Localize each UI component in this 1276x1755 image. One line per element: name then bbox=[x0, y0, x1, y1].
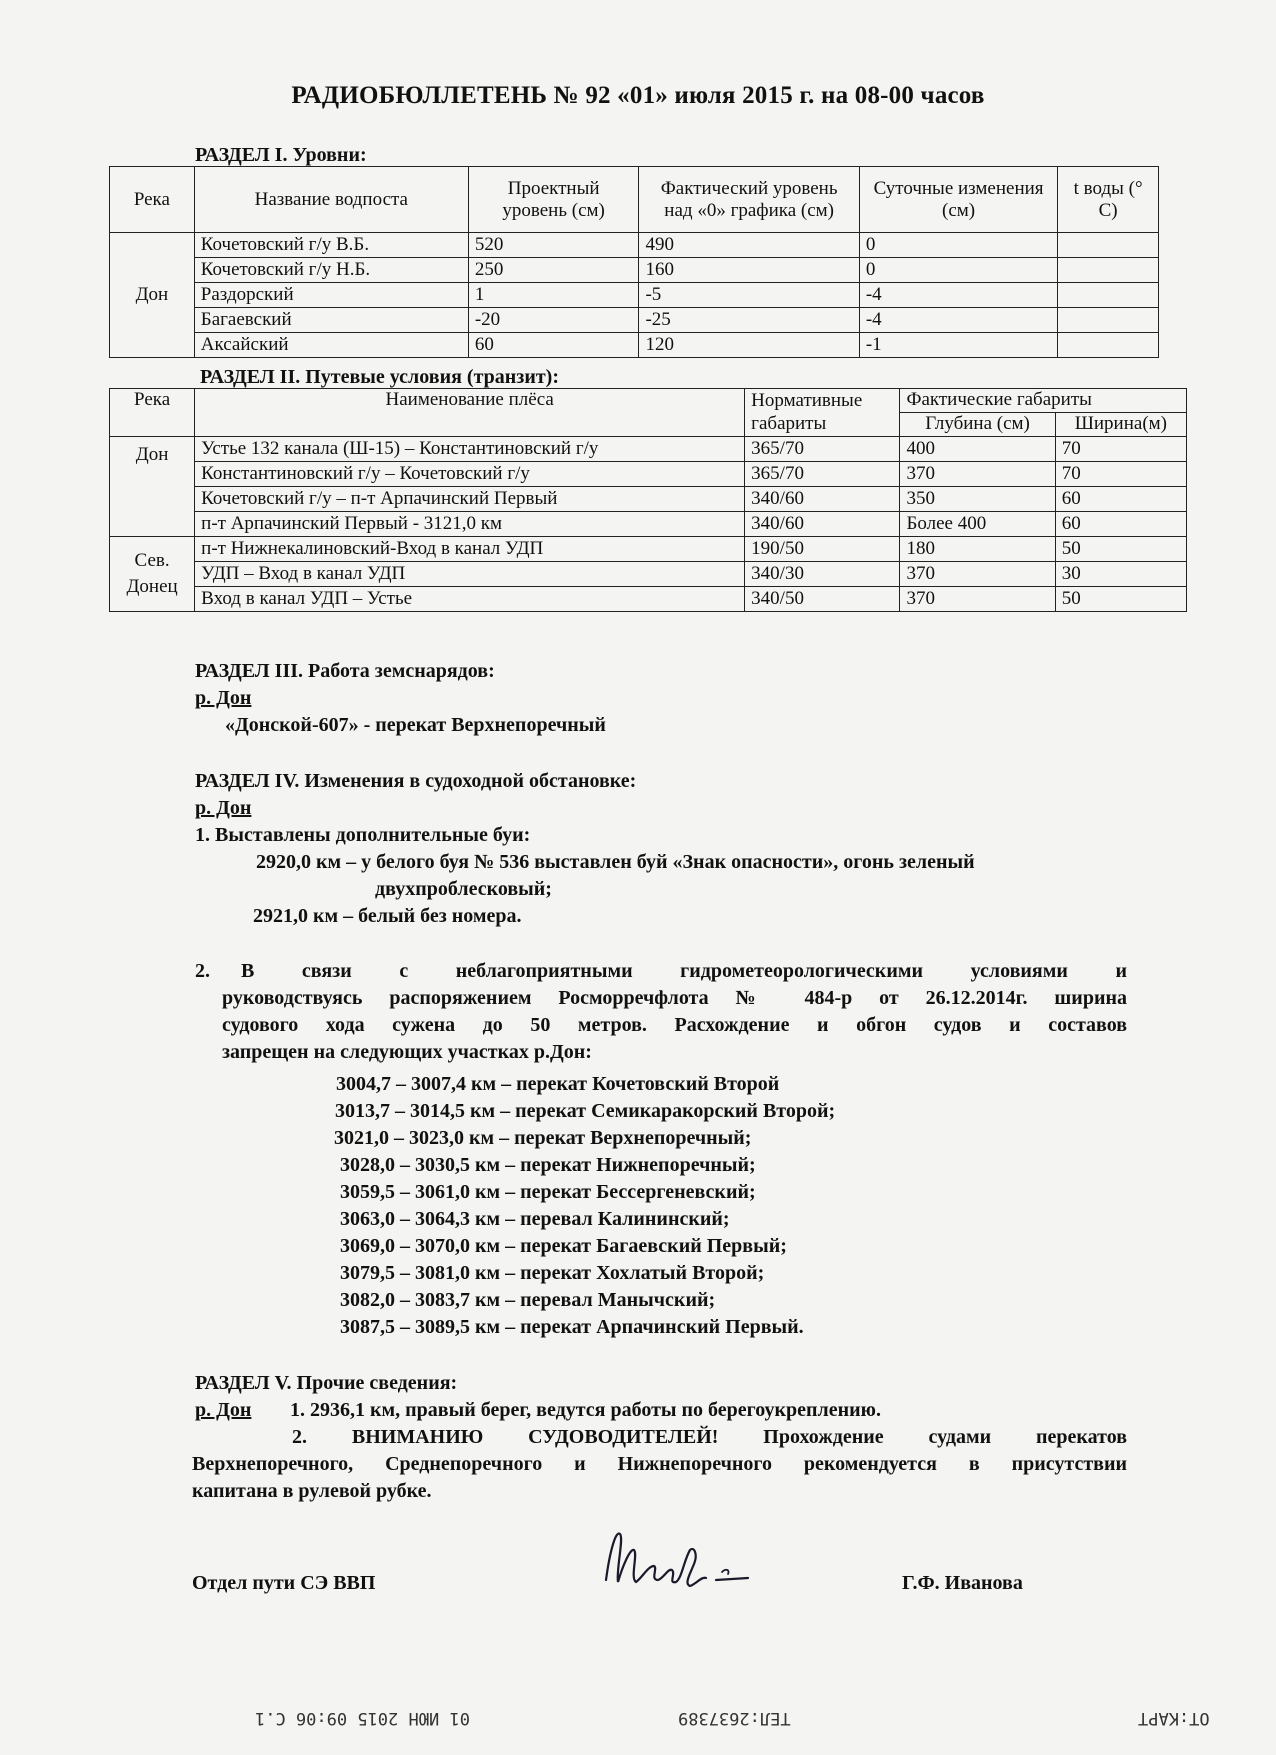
restricted-section: 3021,0 – 3023,0 км – перекат Верхнепоречный; bbox=[334, 1127, 752, 1149]
buoy-line-cont: двухпроблесковый; bbox=[375, 878, 552, 900]
river-cell: Дон bbox=[110, 437, 195, 537]
buoy-line: 2920,0 км – у белого буя № 536 выставлен буй «Знак опасности», огонь зеленый bbox=[256, 851, 975, 873]
reach-name: УДП – Вход в канал УДП bbox=[195, 562, 745, 587]
levels-table bbox=[109, 166, 1159, 358]
reach-name: Вход в канал УДП – Устье bbox=[195, 587, 745, 612]
station-name: Аксайский bbox=[194, 333, 468, 358]
water-temp bbox=[1058, 258, 1159, 283]
table-row bbox=[110, 562, 1187, 587]
item2-line: судового хода сужена до 50 метров. Расхождение и обгон судов и составов bbox=[222, 1014, 1127, 1036]
project-level: 520 bbox=[468, 233, 639, 258]
project-level: 1 bbox=[468, 283, 639, 308]
water-temp bbox=[1058, 333, 1159, 358]
project-level: 60 bbox=[468, 333, 639, 358]
reach-name: п-т Арпачинский Первый - 3121,0 км bbox=[195, 512, 745, 537]
width: 50 bbox=[1055, 587, 1186, 612]
depth: Более 400 bbox=[900, 512, 1055, 537]
header-actual-level: Фактический уровень над «0» графика (см) bbox=[639, 167, 859, 233]
normative: 340/60 bbox=[745, 512, 900, 537]
section5-river: р. Дон bbox=[195, 1399, 252, 1421]
width: 60 bbox=[1055, 512, 1186, 537]
table-row bbox=[110, 512, 1187, 537]
reach-name: п-т Нижнекалиновский-Вход в канал УДП bbox=[195, 537, 745, 562]
restricted-section: 3069,0 – 3070,0 км – перекат Багаевский Первый; bbox=[340, 1235, 787, 1257]
reach-name: Устье 132 канала (Ш-15) – Константиновский г/у bbox=[195, 437, 745, 462]
header-river: Река bbox=[110, 389, 195, 437]
notice-line: 2. ВНИМАНИЮ СУДОВОДИТЕЛЕЙ! Прохождение судами перекатов bbox=[292, 1426, 1127, 1448]
section3-heading: РАЗДЕЛ III. Работа земснарядов: bbox=[195, 660, 495, 682]
restricted-section: 3028,0 – 3030,5 км – перекат Нижнепоречный; bbox=[340, 1154, 756, 1176]
width: 50 bbox=[1055, 537, 1186, 562]
daily-change: -4 bbox=[859, 283, 1057, 308]
depth: 370 bbox=[900, 562, 1055, 587]
item2-line: запрещен на следующих участках р.Дон: bbox=[222, 1041, 592, 1063]
restricted-section: 3079,5 – 3081,0 км – перекат Хохлатый Второй; bbox=[340, 1262, 765, 1284]
width: 30 bbox=[1055, 562, 1186, 587]
notice-line: капитана в рулевой рубке. bbox=[192, 1480, 432, 1502]
water-temp bbox=[1058, 283, 1159, 308]
header-project-level: Проектный уровень (см) bbox=[468, 167, 639, 233]
table-row bbox=[110, 437, 1187, 462]
header-width: Ширина(м) bbox=[1055, 413, 1186, 437]
table-row bbox=[110, 462, 1187, 487]
table-row bbox=[110, 333, 1159, 358]
depth: 370 bbox=[900, 462, 1055, 487]
project-level: -20 bbox=[468, 308, 639, 333]
header-daily-change: Суточные изменения (см) bbox=[859, 167, 1057, 233]
fax-footer-date: 01 ИЮН 2015 09:06 С.1 bbox=[255, 1708, 470, 1728]
restricted-section: 3004,7 – 3007,4 км – перекат Кочетовский Второй bbox=[336, 1073, 780, 1095]
buoy-line: 2921,0 км – белый без номера. bbox=[253, 905, 522, 927]
reach-name: Константиновский г/у – Кочетовский г/у bbox=[195, 462, 745, 487]
width: 60 bbox=[1055, 487, 1186, 512]
header-actual-dimensions: Фактические габариты bbox=[900, 389, 1187, 413]
item2-line: В связи с неблагоприятными гидрометеорологическими условиями и bbox=[241, 960, 1127, 982]
header-river: Река bbox=[110, 167, 195, 233]
section1-heading: РАЗДЕЛ I. Уровни: bbox=[195, 144, 367, 166]
depth: 370 bbox=[900, 587, 1055, 612]
department-label: Отдел пути СЭ ВВП bbox=[192, 1572, 376, 1594]
normative: 190/50 bbox=[745, 537, 900, 562]
table-row bbox=[110, 308, 1159, 333]
normative: 365/70 bbox=[745, 437, 900, 462]
station-name: Раздорский bbox=[194, 283, 468, 308]
station-name: Кочетовский г/у Н.Б. bbox=[194, 258, 468, 283]
restricted-section: 3087,5 – 3089,5 км – перекат Арпачинский Первый. bbox=[340, 1316, 804, 1338]
table-row bbox=[110, 587, 1187, 612]
daily-change: 0 bbox=[859, 233, 1057, 258]
actual-level: -25 bbox=[639, 308, 859, 333]
water-temp bbox=[1058, 308, 1159, 333]
restricted-section: 3059,5 – 3061,0 км – перекат Бессергеневский; bbox=[340, 1181, 756, 1203]
actual-level: 160 bbox=[639, 258, 859, 283]
normative: 340/60 bbox=[745, 487, 900, 512]
item2-line: руководствуясь распоряжением Росморречфлота № 484-р от 26.12.2014г. ширина bbox=[222, 987, 1127, 1009]
restricted-section: 3082,0 – 3083,7 км – перевал Манычский; bbox=[340, 1289, 716, 1311]
river-cell: Сев. Донец bbox=[110, 537, 195, 612]
table-row bbox=[110, 487, 1187, 512]
header-depth: Глубина (см) bbox=[900, 413, 1055, 437]
section5-heading: РАЗДЕЛ V. Прочие сведения: bbox=[195, 1372, 458, 1394]
water-temp bbox=[1058, 233, 1159, 258]
transit-table bbox=[109, 388, 1187, 612]
width: 70 bbox=[1055, 462, 1186, 487]
actual-level: 490 bbox=[639, 233, 859, 258]
header-station: Название водпоста bbox=[194, 167, 468, 233]
table-row bbox=[110, 233, 1159, 258]
table-row bbox=[110, 537, 1187, 562]
header-normative: Нормативные габариты bbox=[745, 389, 900, 437]
normative: 340/30 bbox=[745, 562, 900, 587]
actual-level: 120 bbox=[639, 333, 859, 358]
signatory-name: Г.Ф. Иванова bbox=[902, 1572, 1023, 1594]
section4-river: р. Дон bbox=[195, 797, 252, 819]
buoys-title: 1. Выставлены дополнительные буи: bbox=[195, 824, 531, 846]
width: 70 bbox=[1055, 437, 1186, 462]
handwritten-signature bbox=[598, 1520, 758, 1610]
depth: 180 bbox=[900, 537, 1055, 562]
section4-heading: РАЗДЕЛ IV. Изменения в судоходной обстановке: bbox=[195, 770, 637, 792]
restricted-section: 3013,7 – 3014,5 км – перекат Семикаракорский Второй; bbox=[335, 1100, 836, 1122]
notice-line: Верхнепоречного, Среднепоречного и Нижнепоречного рекомендуется в присутствии bbox=[192, 1453, 1127, 1475]
station-name: Кочетовский г/у В.Б. bbox=[194, 233, 468, 258]
daily-change: -4 bbox=[859, 308, 1057, 333]
daily-change: 0 bbox=[859, 258, 1057, 283]
project-level: 250 bbox=[468, 258, 639, 283]
header-reach-name: Наименование плёса bbox=[195, 389, 745, 437]
actual-level: -5 bbox=[639, 283, 859, 308]
other-item: 1. 2936,1 км, правый берег, ведутся работы по берегоукреплению. bbox=[290, 1399, 881, 1421]
reach-name: Кочетовский г/у – п-т Арпачинский Первый bbox=[195, 487, 745, 512]
normative: 340/50 bbox=[745, 587, 900, 612]
restricted-section: 3063,0 – 3064,3 км – перевал Калининский; bbox=[340, 1208, 730, 1230]
fax-footer-from: ОТ:КАРТ bbox=[1138, 1708, 1210, 1728]
table-row bbox=[110, 283, 1159, 308]
station-name: Багаевский bbox=[194, 308, 468, 333]
section2-heading: РАЗДЕЛ II. Путевые условия (транзит): bbox=[200, 366, 560, 388]
item2-number: 2. bbox=[195, 960, 210, 982]
depth: 350 bbox=[900, 487, 1055, 512]
depth: 400 bbox=[900, 437, 1055, 462]
daily-change: -1 bbox=[859, 333, 1057, 358]
normative: 365/70 bbox=[745, 462, 900, 487]
header-water-temp: t воды (° С) bbox=[1058, 167, 1159, 233]
page-title: РАДИОБЮЛЛЕТЕНЬ № 92 «01» июля 2015 г. на 08-00 часов bbox=[291, 82, 985, 109]
dredger-item: «Донской-607» - перекат Верхнепоречный bbox=[225, 714, 606, 736]
river-cell: Дон bbox=[110, 233, 195, 358]
fax-footer-phone: ТЕЛ:2637389 bbox=[678, 1708, 791, 1728]
section3-river: р. Дон bbox=[195, 687, 252, 709]
table-row bbox=[110, 258, 1159, 283]
